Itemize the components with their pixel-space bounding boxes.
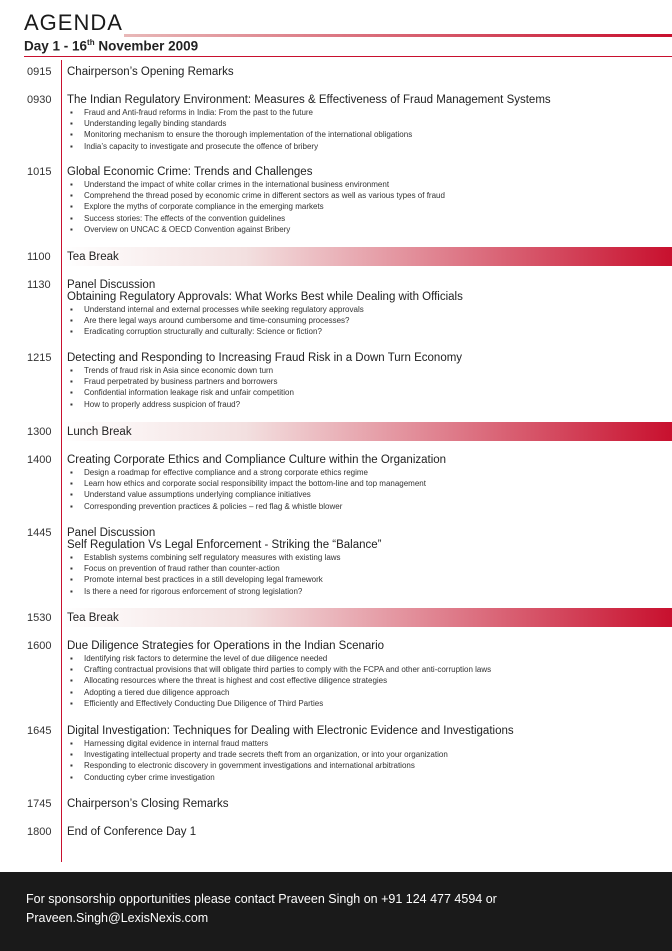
footer-email: Praveen.Singh@LexisNexis.com (26, 911, 209, 925)
session-title: Tea Break (67, 612, 119, 624)
bullet-item: ▪ Adopting a tiered due diligence approach (67, 687, 662, 698)
bullet-item: ▪ Comprehend the thread posed by economic crime in different sectors as well as various types of fraud (67, 190, 662, 201)
session-title: Chairperson’s Closing Remarks (67, 798, 229, 810)
bullet-item: ▪ Design a roadmap for effective compliance and a strong corporate ethics regime (67, 467, 662, 478)
session-title: Detecting and Responding to Increasing Fraud Risk in a Down Turn Economy (67, 352, 463, 364)
session-time: 1300 (27, 426, 52, 438)
bullet-item: ▪ How to properly address suspicion of fraud? (67, 399, 662, 410)
session-time: 0930 (27, 94, 52, 106)
session-title: Global Economic Crime: Trends and Challenges (67, 166, 313, 178)
session-time: 1130 (27, 279, 51, 291)
bullet-item: ▪ Trends of fraud risk in Asia since economic down turn (67, 365, 662, 376)
session-time: 1100 (27, 251, 51, 263)
timeline-rule (61, 60, 62, 862)
bullet-item: ▪ Are there legal ways around cumbersome and time-consuming processes? (67, 315, 662, 326)
session-bullets (67, 365, 662, 410)
bullet-item: ▪ Learn how ethics and corporate social responsibility impact the bottom-line and top management (67, 478, 662, 489)
session-title: The Indian Regulatory Environment: Measures & Effectiveness of Fraud Management Systems (67, 94, 551, 106)
session-title: Obtaining Regulatory Approvals: What Works Best while Dealing with Officials (67, 291, 463, 303)
bullet-item: ▪ Eradicating corruption structurally and culturally: Science or fiction? (67, 326, 662, 337)
heading-divider (24, 56, 672, 57)
bullet-item: ▪ Identifying risk factors to determine the level of due diligence needed (67, 653, 662, 664)
bullet-item: ▪ Promote internal best practices in a still developing legal framework (67, 574, 662, 585)
day-heading-ordinal: th (87, 38, 95, 47)
bullet-item: ▪ Monitoring mechanism to ensure the thorough implementation of the international obligations (67, 129, 662, 140)
sponsorship-footer (0, 872, 672, 951)
bullet-item: ▪ Understanding legally binding standards (67, 118, 662, 129)
bullet-item: ▪ Corresponding prevention practices & policies – red flag & whistle blower (67, 501, 662, 512)
bullet-item: ▪ Is there a need for rigorous enforcement of strong legislation? (67, 586, 662, 597)
bullet-item: ▪ Fraud and Anti-fraud reforms in India: From the past to the future (67, 107, 662, 118)
session-title: Digital Investigation: Techniques for Dealing with Electronic Evidence and Investigations (67, 725, 514, 737)
agenda-title: AGENDA (24, 10, 123, 35)
session-title: Self Regulation Vs Legal Enforcement - Striking the “Balance” (67, 539, 382, 551)
bullet-item: ▪ Focus on prevention of fraud rather than counter-action (67, 563, 662, 574)
session-time: 0915 (27, 66, 52, 78)
session-bullets (67, 304, 662, 338)
session-title: Creating Corporate Ethics and Compliance Culture within the Organization (67, 454, 447, 466)
session-title: End of Conference Day 1 (67, 826, 197, 838)
session-title: Due Diligence Strategies for Operations in the Indian Scenario (67, 640, 385, 652)
bullet-item: ▪ India’s capacity to investigate and prosecute the offence of bribery (67, 141, 662, 152)
day-heading (24, 38, 198, 54)
day-heading-suffix: November 2009 (94, 38, 199, 54)
session-title: Chairperson’s Opening Remarks (67, 66, 234, 78)
bullet-item: ▪ Explore the myths of corporate compliance in the emerging markets (67, 201, 662, 212)
bullet-item: ▪ Understand the impact of white collar crimes in the international business environment (67, 179, 662, 190)
session-bullets (67, 552, 662, 597)
session-bullets (67, 467, 662, 512)
bullet-item: ▪ Success stories: The effects of the convention guidelines (67, 213, 662, 224)
session-bullets (67, 738, 662, 783)
title-rule (124, 34, 672, 37)
bullet-item: ▪ Crafting contractual provisions that will obligate third parties to comply with the FCPA and other anti-corruption laws (67, 664, 662, 675)
session-time: 1800 (27, 826, 52, 838)
bullet-item: ▪ Allocating resources where the threat is highest and cost effective diligence strategies (67, 675, 662, 686)
session-title: Tea Break (67, 251, 119, 263)
session-label: Panel Discussion (67, 527, 156, 539)
session-time: 1400 (27, 454, 52, 466)
bullet-item: ▪ Responding to electronic discovery in government investigations and international arbitrations (67, 760, 662, 771)
bullet-item: ▪ Efficiently and Effectively Conducting Due Diligence of Third Parties (67, 698, 662, 709)
bullet-item: ▪ Harnessing digital evidence in internal fraud matters (67, 738, 662, 749)
session-time: 1445 (27, 527, 52, 539)
bullet-item: ▪ Understand value assumptions underlying compliance initiatives (67, 489, 662, 500)
session-time: 1215 (27, 352, 52, 364)
session-time: 1530 (27, 612, 52, 624)
session-bullets (67, 179, 662, 235)
bullet-item: ▪ Fraud perpetrated by business partners and borrowers (67, 376, 662, 387)
session-bullets (67, 653, 662, 709)
bullet-item: ▪ Overview on UNCAC & OECD Convention against Bribery (67, 224, 662, 235)
bullet-item: ▪ Investigating intellectual property and trade secrets theft from an organization, or into your organization (67, 749, 662, 760)
bullet-item: ▪ Confidential information leakage risk and unfair competition (67, 387, 662, 398)
session-time: 1645 (27, 725, 52, 737)
session-time: 1600 (27, 640, 52, 652)
session-label: Panel Discussion (67, 279, 156, 291)
bullet-item: ▪ Conducting cyber crime investigation (67, 772, 662, 783)
session-time: 1015 (27, 166, 52, 178)
bullet-item: ▪ Establish systems combining self regulatory measures with existing laws (67, 552, 662, 563)
bullet-item: ▪ Understand internal and external processes while seeking regulatory approvals (67, 304, 662, 315)
session-time: 1745 (27, 798, 52, 810)
session-title: Lunch Break (67, 426, 132, 438)
session-bullets (67, 107, 662, 152)
footer-contact-line: For sponsorship opportunities please contact Praveen Singh on +91 124 477 4594 or (26, 892, 497, 906)
day-heading-prefix: Day 1 - 16 (24, 38, 88, 54)
